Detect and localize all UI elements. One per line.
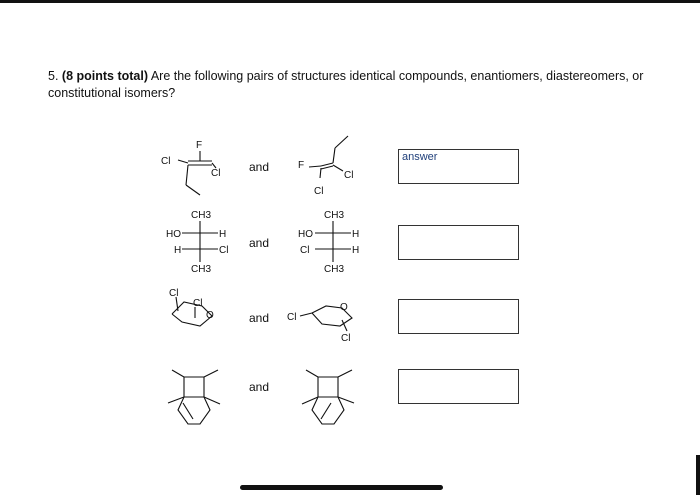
s3r-atom-cl-2: Cl (341, 333, 351, 344)
s1l-atom-cl-2: Cl (211, 168, 221, 179)
answer-box-1-label: answer (402, 151, 438, 163)
s2r-row1-right: H (352, 229, 360, 240)
scroll-handle[interactable] (240, 485, 443, 490)
s2l-top: CH3 (191, 210, 212, 221)
and-label-4: and (249, 380, 270, 394)
and-label-2: and (249, 236, 270, 250)
s2l-bottom: CH3 (191, 264, 212, 275)
structure-4-right (302, 370, 354, 424)
and-label-1: and (249, 160, 270, 174)
s3l-atom-o: O (206, 310, 214, 321)
s2r-row2-right: H (352, 245, 360, 256)
s2l-row1-left: HO (166, 229, 181, 240)
s2r-row2-left: Cl (300, 245, 310, 256)
s1r-atom-cl-1: Cl (344, 170, 354, 181)
structure-2-right (298, 210, 359, 275)
s1r-atom-cl-2: Cl (314, 186, 324, 197)
and-label-3: and (249, 311, 270, 325)
s1r-atom-f: F (298, 160, 305, 171)
structure-3-left (169, 288, 214, 326)
s2l-row1-right: H (219, 229, 227, 240)
structure-1-right (298, 136, 353, 197)
s2l-row2-right: Cl (219, 245, 229, 256)
question-body: Are the following pairs of structures identical compounds, enantiomers, diastereomers, or constitutional isomers? (48, 69, 644, 100)
s2r-bottom: CH3 (324, 264, 345, 275)
s1l-atom-f: F (196, 140, 203, 151)
structure-2-left (166, 210, 228, 275)
s3r-atom-cl-1: Cl (287, 312, 297, 323)
s3l-atom-cl-1: Cl (169, 288, 179, 299)
s3r-atom-o: O (340, 302, 348, 313)
structure-3-right (287, 302, 352, 344)
s2r-row1-left: HO (298, 229, 313, 240)
s3l-atom-cl-2: Cl (193, 298, 203, 309)
s2r-top: CH3 (324, 210, 345, 221)
question-points: (8 points total) (61, 69, 149, 83)
question-number: 5. (48, 69, 59, 83)
structure-4-left (168, 370, 220, 424)
s2l-row2-left: H (174, 245, 182, 256)
s1l-atom-cl-1: Cl (161, 156, 171, 167)
structure-1-left (161, 140, 220, 195)
